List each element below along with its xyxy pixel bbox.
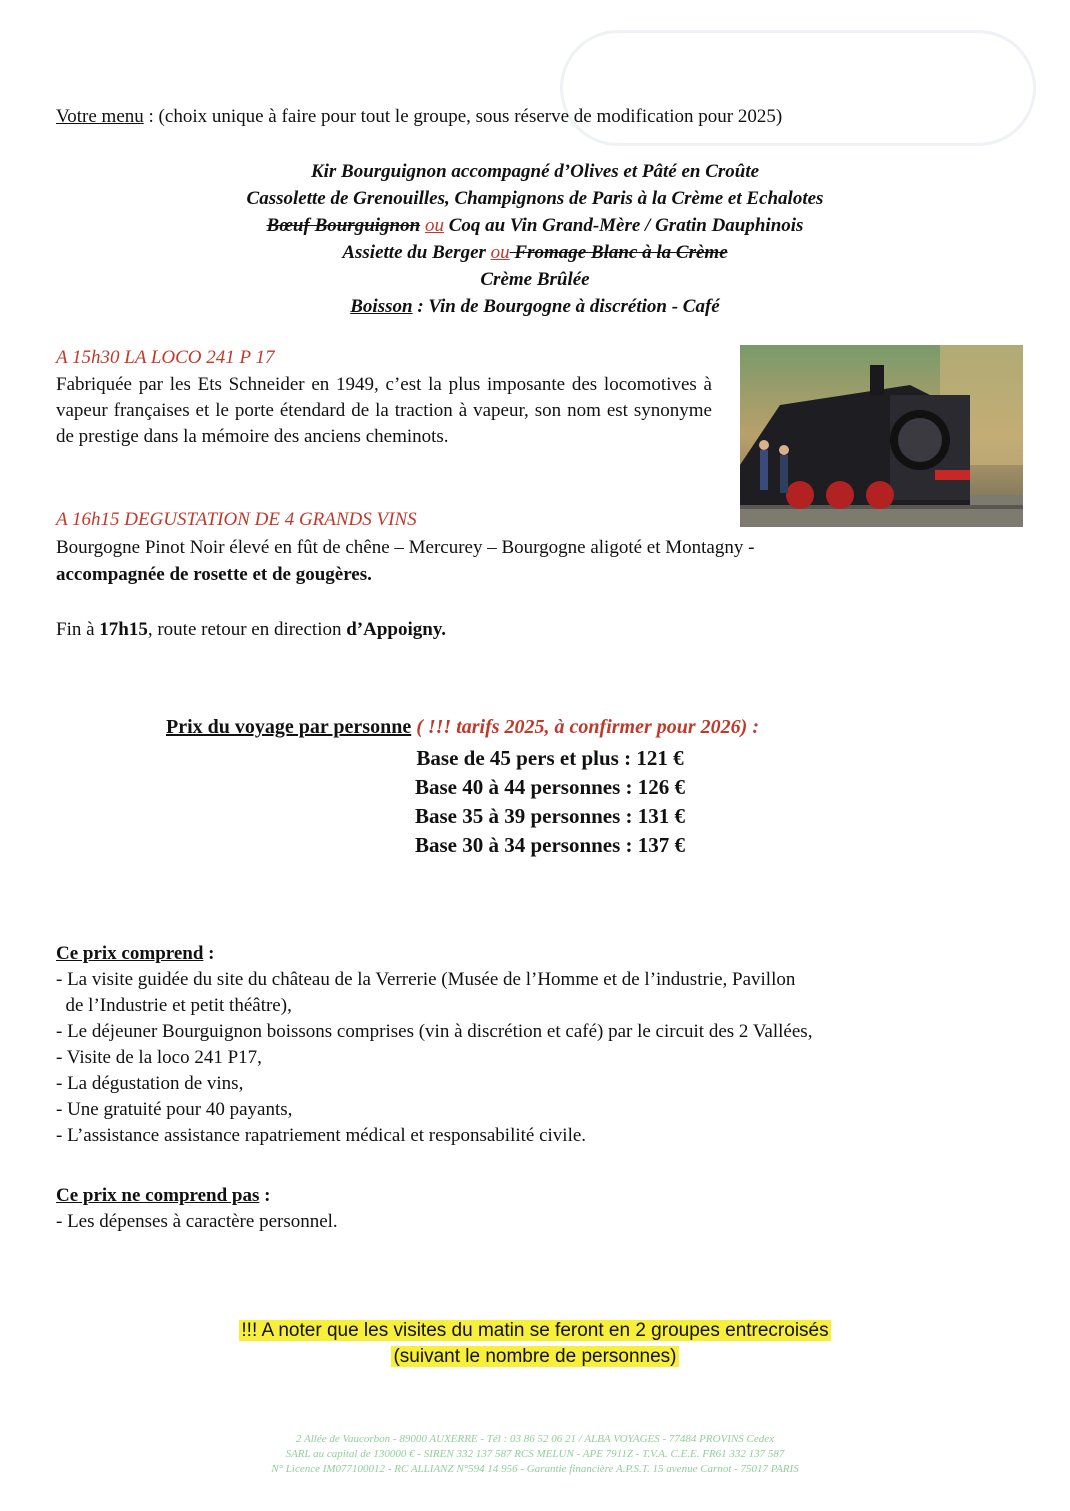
tasting-accompaniment: accompagnée de rosette et de gougères. xyxy=(56,564,372,585)
excluded-item: - Les dépenses à caractère personnel. xyxy=(56,1211,338,1232)
menu-drinks-text: : Vin de Bourgogne à discrétion - Café xyxy=(412,296,720,317)
price-line: Base de 45 pers et plus : 121 € xyxy=(416,746,684,770)
menu-cheese-option-b: Fromage Blanc à la Crème xyxy=(509,242,728,263)
menu-line-main xyxy=(0,212,1070,239)
included-heading-label: Ce prix comprend xyxy=(56,943,204,964)
price-line: Base 40 à 44 personnes : 126 € xyxy=(414,775,686,799)
menu-line-dessert: Crème Brûlée xyxy=(480,269,590,290)
included-item: de l’Industrie et petit théâtre), xyxy=(56,995,292,1016)
company-footer xyxy=(0,1432,1070,1477)
menu-main-option-a: Bœuf Bourguignon xyxy=(266,215,421,236)
end-text-b: , route retour en direction xyxy=(147,619,347,640)
price-heading-label: Prix du voyage par personne xyxy=(166,716,412,738)
included-section xyxy=(56,941,812,1149)
price-line: Base 30 à 34 personnes : 137 € xyxy=(414,833,686,857)
menu-line-starter: Cassolette de Grenouilles, Champignons de Paris à la Crème et Echalotes xyxy=(246,188,824,209)
menu-line-cheese xyxy=(0,239,1070,266)
menu-main-option-b: Coq au Vin Grand-Mère / Gratin Dauphinois xyxy=(443,215,804,236)
menu-line-drinks xyxy=(0,293,1070,320)
included-heading-colon: : xyxy=(203,943,215,964)
end-time: 17h15 xyxy=(99,619,148,640)
loco-description: Fabriquée par les Ets Schneider en 1949, c’est la plus imposante des locomotives à vapeur françaises et le porte étendard de la traction à vapeur, son nom est synonyme de prestige dans la mémoire des anciens cheminots. xyxy=(56,374,712,447)
end-place: d’Appoigny. xyxy=(346,619,447,640)
menu-or-word: ou xyxy=(490,242,510,263)
footer-registration: SARL au capital de 130000 € - SIREN 332 137 587 RCS MELUN - APE 7911Z - T.V.A. C.E.E. FR61 332 137 587 xyxy=(285,1448,785,1460)
note-line: (suivant le nombre de personnes) xyxy=(393,1346,677,1367)
excluded-heading-colon: : xyxy=(259,1185,271,1206)
tasting-section-title: A 16h15 DEGUSTATION DE 4 GRANDS VINS xyxy=(56,509,417,530)
included-item: - Une gratuité pour 40 payants, xyxy=(56,1099,293,1120)
bleed-through-logo xyxy=(560,30,1036,146)
locomotive-photo xyxy=(740,345,1023,527)
included-item: - Visite de la loco 241 P17, xyxy=(56,1047,262,1068)
menu-drinks-label: Boisson xyxy=(350,296,413,317)
menu-cheese-option-a: Assiette du Berger xyxy=(342,242,491,263)
price-list xyxy=(0,744,1070,860)
price-heading-note: ( !!! tarifs 2025, à confirmer pour 2026) : xyxy=(411,716,759,738)
included-item: - La dégustation de vins, xyxy=(56,1073,244,1094)
menu-line-aperitif: Kir Bourguignon accompagné d’Olives et Pâté en Croûte xyxy=(310,161,760,182)
included-item: - Le déjeuner Bourguignon boissons comprises (vin à discrétion et café) par le circuit des 2 Vallées, xyxy=(56,1021,813,1042)
price-line: Base 35 à 39 personnes : 131 € xyxy=(414,804,686,828)
note-line: !!! A noter que les visites du matin se feront en 2 groupes entrecroisés xyxy=(241,1320,829,1341)
menu-intro-text: : (choix unique à faire pour tout le groupe, sous réserve de modification pour 2025) xyxy=(143,106,783,127)
included-item: - L’assistance assistance rapatriement médical et responsabilité civile. xyxy=(56,1125,587,1146)
tasting-wines: Bourgogne Pinot Noir élevé en fût de chêne – Mercurey – Bourgogne aligoté et Montagny - xyxy=(56,537,755,558)
footer-licence: N° Licence IM077100012 - RC ALLIANZ N°594 14 956 - Garantie financière A.P.S.T. 15 avenue Carnot - 75017 PARIS xyxy=(271,1463,799,1475)
highlight-note xyxy=(0,1318,1070,1370)
menu-or-word: ou xyxy=(424,215,444,236)
end-of-day xyxy=(56,617,446,643)
excluded-section xyxy=(56,1183,338,1235)
price-heading xyxy=(166,716,759,739)
menu-block xyxy=(0,158,1070,320)
included-item: - La visite guidée du site du château de la Verrerie (Musée de l’Homme et de l’industrie, Pavillon xyxy=(56,969,796,990)
loco-section-title: A 15h30 LA LOCO 241 P 17 xyxy=(56,347,275,368)
excluded-heading-label: Ce prix ne comprend pas xyxy=(56,1185,260,1206)
end-text-a: Fin à xyxy=(56,619,100,640)
included-heading xyxy=(56,941,812,967)
menu-intro xyxy=(56,106,782,128)
footer-address: 2 Allée de Vaucorbon - 89000 AUXERRE - Tél : 03 86 52 06 21 / ALBA VOYAGES - 77484 PROVINS Cedex xyxy=(295,1433,775,1445)
menu-intro-label: Votre menu xyxy=(56,106,144,127)
excluded-heading xyxy=(56,1183,338,1209)
